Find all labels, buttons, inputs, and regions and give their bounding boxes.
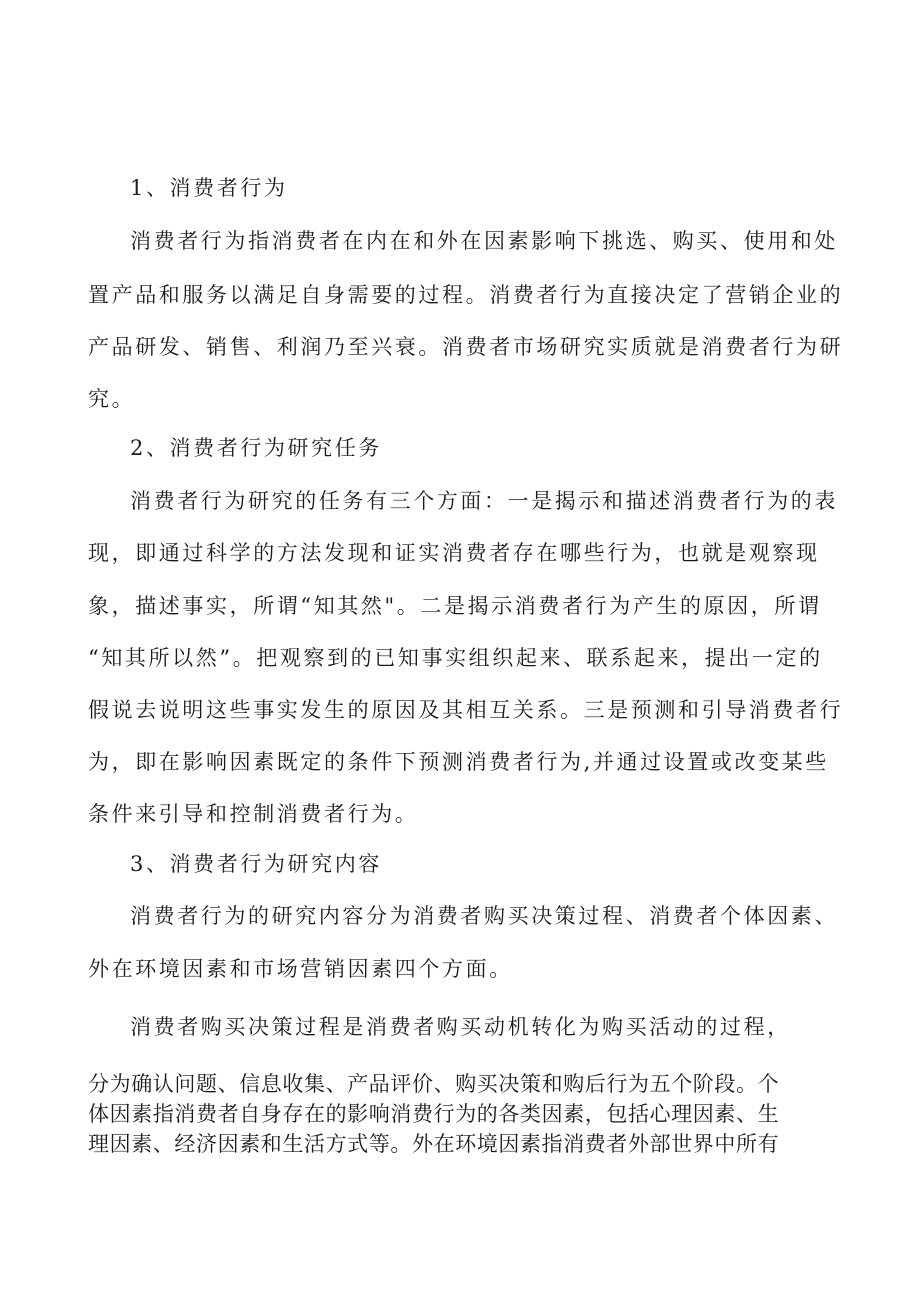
section-3-heading: 3、消费者行为研究内容 <box>130 852 382 876</box>
section-2-line-7: 条件来引导和控制消费者行为。 <box>88 802 419 826</box>
section-1-line-4: 究。 <box>88 387 136 411</box>
section-4-line-2: 体因素指消费者自身存在的影响消费行为的各类因素，包括心理因素、生 <box>88 1102 780 1126</box>
section-1-heading: 1、消费者行为 <box>130 176 288 200</box>
section-4-line-1: 分为确认问题、信息收集、产品评价、购买决策和购后行为五个阶段。个 <box>88 1072 780 1096</box>
section-1-line-1: 消费者行为指消费者在内在和外在因素影响下挑选、购买、使用和处 <box>130 229 838 253</box>
section-4-line-3: 理因素、经济因素和生活方式等。外在环境因素指消费者外部世界中所有 <box>88 1132 780 1156</box>
section-2-line-3: 象，描述事实，所谓“知其然"。二是揭示消费者行为产生的原因，所谓 <box>88 594 822 618</box>
section-3-line-1: 消费者行为的研究内容分为消费者购买决策过程、消费者个体因素、 <box>130 904 838 928</box>
section-3-line-2: 外在环境因素和市场营销因素四个方面。 <box>88 957 513 981</box>
section-2-line-5: 假说去说明这些事实发生的原因及其相互关系。三是预测和引导消费者行 <box>88 698 844 722</box>
section-1-line-2: 置产品和服务以满足自身需要的过程。消费者行为直接决定了营销企业的 <box>88 283 844 307</box>
section-4-lead-line: 消费者购买决策过程是消费者购买动机转化为购买活动的过程， <box>130 1015 791 1039</box>
section-2-line-6: 为，即在影响因素既定的条件下预测消费者行为,并通过设置或改变某些 <box>88 750 829 774</box>
section-2-line-4: “知其所以然”。把观察到的已知事实组织起来、联系起来，提出一定的 <box>88 646 823 670</box>
section-2-line-1: 消费者行为研究的任务有三个方面：一是揭示和描述消费者行为的表 <box>130 489 838 513</box>
section-2-heading: 2、消费者行为研究任务 <box>130 436 382 460</box>
section-2-line-2: 现，即通过科学的方法发现和证实消费者存在哪些行为，也就是观察现 <box>88 541 820 565</box>
section-1-line-3: 产品研发、销售、利润乃至兴衰。消费者市场研究实质就是消费者行为研 <box>88 335 844 359</box>
